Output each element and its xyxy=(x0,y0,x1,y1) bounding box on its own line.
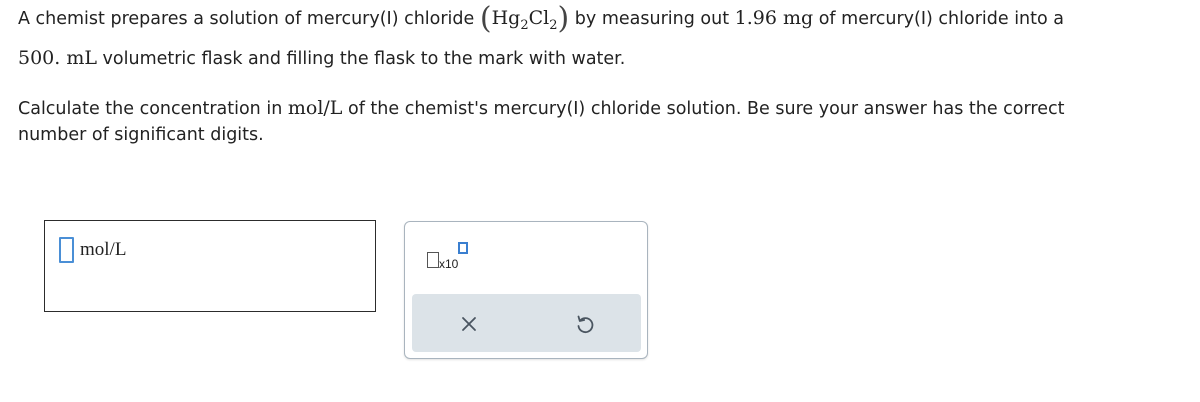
answer-unit-label: mol/L xyxy=(80,239,127,260)
answer-box xyxy=(44,220,376,312)
question-line-1 xyxy=(18,1,1065,36)
volume-value: 500. mL xyxy=(18,47,97,69)
chemical-formula: $Hg_2Cl_2$ xyxy=(491,7,558,33)
question-text: volumetric flask and filling the flask to the mark with water. xyxy=(96,49,626,69)
open-paren: ( xyxy=(479,1,492,36)
scientific-notation-label: x10 xyxy=(439,257,459,271)
question-text: number of significant digits. xyxy=(18,125,264,145)
math-palette xyxy=(404,221,648,359)
question-text: of mercury(I) chloride into a xyxy=(813,9,1065,29)
question-line-4 xyxy=(18,123,264,147)
question-text: A chemist prepares a solution of mercury(I) chloride xyxy=(18,9,480,29)
scientific-notation-button[interactable] xyxy=(423,240,467,276)
question-line-3 xyxy=(18,96,1064,121)
question-text: of the chemist's mercury(I) chloride solution. Be sure your answer has the correct xyxy=(342,99,1065,119)
mass-value: 1.96 mg xyxy=(734,7,814,29)
exponent-box-icon xyxy=(458,242,468,254)
undo-button[interactable] xyxy=(572,311,598,337)
clear-button[interactable] xyxy=(456,311,482,337)
answer-input[interactable] xyxy=(59,237,74,263)
question-line-2 xyxy=(18,46,625,71)
question-text: Calculate the concentration in xyxy=(18,99,288,119)
undo-icon xyxy=(572,311,598,337)
concentration-unit: mol/L xyxy=(287,97,343,119)
question-text: by measuring out xyxy=(569,9,735,29)
palette-action-bar xyxy=(412,294,641,352)
close-icon xyxy=(456,311,482,337)
scientific-notation-icon xyxy=(427,252,439,268)
close-paren: ) xyxy=(557,1,570,36)
